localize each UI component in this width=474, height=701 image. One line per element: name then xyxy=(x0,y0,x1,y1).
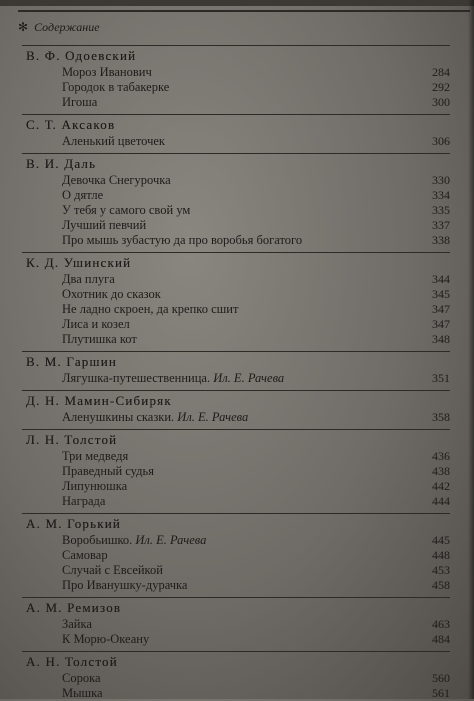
entry-page-number: 330 xyxy=(432,173,450,187)
toc-entry xyxy=(22,548,450,563)
entry-illustrator: Ил. Е. Рачева xyxy=(135,533,207,547)
entry-title: Мороз Иванович xyxy=(62,65,152,79)
toc-entry xyxy=(22,464,450,479)
entry-page-number: 292 xyxy=(432,80,450,94)
entry-title: Плутишка кот xyxy=(62,332,137,346)
page-shadow xyxy=(468,0,474,699)
toc-entry xyxy=(22,449,450,464)
header-rule xyxy=(18,10,470,12)
entry-page-number: 448 xyxy=(432,548,450,562)
toc-entry xyxy=(22,617,450,632)
toc-entry xyxy=(22,632,450,647)
entry-page-number: 334 xyxy=(432,188,450,202)
entry-page-number: 284 xyxy=(432,65,450,79)
toc-entry xyxy=(22,95,450,110)
entry-title: Случай с Евсейкой xyxy=(62,563,163,577)
entry-title: Сорока xyxy=(62,671,101,685)
entry-page-number: 453 xyxy=(432,563,450,577)
toc-entry xyxy=(22,272,450,287)
entry-title: Игоша xyxy=(62,95,98,109)
author-heading: К. Д. Ушинский xyxy=(22,252,450,272)
toc-entry xyxy=(22,188,450,203)
entry-page-number: 442 xyxy=(432,479,450,493)
entry-page-number: 351 xyxy=(432,371,450,385)
toc-entry xyxy=(22,218,450,233)
entry-title: Зайка xyxy=(62,617,92,631)
entry-page-number: 445 xyxy=(432,533,450,547)
entry-page-number: 348 xyxy=(432,332,450,346)
entry-title: О дятле xyxy=(62,188,104,202)
entry-page-number: 484 xyxy=(432,632,450,646)
entry-page-number: 300 xyxy=(432,95,450,109)
entry-page-number: 335 xyxy=(432,203,450,217)
page-top-edge xyxy=(0,0,474,6)
author-heading: В. М. Гаршин xyxy=(22,351,450,371)
entry-title: Про Иванушку-дурачка xyxy=(62,578,188,592)
toc-entry xyxy=(22,80,450,95)
entry-page-number: 345 xyxy=(432,287,450,301)
entry-page-number: 458 xyxy=(432,578,450,592)
ornament-icon: ✻ xyxy=(18,20,29,34)
entry-page-number: 463 xyxy=(432,617,450,631)
entry-title: Охотник до сказок xyxy=(62,287,161,301)
entry-page-number: 347 xyxy=(432,317,450,331)
entry-title: Лучший певчий xyxy=(62,218,147,232)
entry-illustrator: Ил. Е. Рачева xyxy=(177,410,249,424)
entry-title: Про мышь зубастую да про воробья богатого xyxy=(62,233,303,247)
toc-entry xyxy=(22,302,450,317)
author-heading: С. Т. Аксаков xyxy=(22,114,450,134)
entry-title: Городок в табакерке xyxy=(62,80,170,94)
author-heading: В. Ф. Одоевский xyxy=(22,45,450,65)
entry-page-number: 337 xyxy=(432,218,450,232)
entry-page-number: 561 xyxy=(432,686,450,700)
entry-title: Лиса и козел xyxy=(62,317,130,331)
entry-page-number: 306 xyxy=(432,134,450,148)
entry-illustrator: Ил. Е. Рачева xyxy=(213,371,285,385)
running-header-title: Содержание xyxy=(34,20,100,34)
running-header xyxy=(18,20,470,40)
entry-page-number: 436 xyxy=(432,449,450,463)
entry-page-number: 438 xyxy=(432,464,450,478)
toc-entry xyxy=(22,233,450,248)
toc-entry xyxy=(22,332,450,347)
author-heading: А. Н. Толстой xyxy=(22,651,450,671)
entry-title: У тебя у самого свой ум xyxy=(62,203,191,217)
entry-title: К Морю-Океану xyxy=(62,632,150,646)
entry-title: Праведный судья xyxy=(62,464,154,478)
toc-entry xyxy=(22,371,450,386)
toc-entry xyxy=(22,494,450,509)
entry-title: Аленький цветочек xyxy=(62,134,165,148)
author-heading: Д. Н. Мамин-Сибиряк xyxy=(22,390,450,410)
toc-entry xyxy=(22,203,450,218)
entry-page-number: 358 xyxy=(432,410,450,424)
toc-entry xyxy=(22,287,450,302)
entry-title: Аленушкины сказки. xyxy=(62,410,175,424)
author-heading: В. И. Даль xyxy=(22,153,450,173)
entry-title: Три медведя xyxy=(62,449,129,463)
toc-entry xyxy=(22,533,450,548)
table-of-contents xyxy=(22,40,450,701)
entry-title: Девочка Снегурочка xyxy=(62,173,171,187)
author-heading: А. М. Горький xyxy=(22,513,450,533)
toc-entry xyxy=(22,173,450,188)
toc-entry xyxy=(22,479,450,494)
entry-page-number: 338 xyxy=(432,233,450,247)
entry-page-number: 444 xyxy=(432,494,450,508)
toc-entry xyxy=(22,65,450,80)
entry-page-number: 344 xyxy=(432,272,450,286)
entry-page-number: 347 xyxy=(432,302,450,316)
toc-entry xyxy=(22,671,450,686)
entry-title: Липунюшка xyxy=(62,479,128,493)
entry-title: Награда xyxy=(62,494,106,508)
toc-entry xyxy=(22,410,450,425)
toc-entry xyxy=(22,578,450,593)
author-heading: Л. Н. Толстой xyxy=(22,429,450,449)
entry-title: Самовар xyxy=(62,548,108,562)
entry-title: Не ладно скроен, да крепко сшит xyxy=(62,302,239,316)
entry-title: Воробьишко. xyxy=(62,533,133,547)
toc-entry xyxy=(22,563,450,578)
entry-title: Два плуга xyxy=(62,272,115,286)
entry-title: Лягушка-путешественница. xyxy=(62,371,211,385)
toc-entry xyxy=(22,134,450,149)
entry-page-number: 560 xyxy=(432,671,450,685)
toc-entry xyxy=(22,317,450,332)
author-heading: А. М. Ремизов xyxy=(22,597,450,617)
entry-title: Мышка xyxy=(62,686,103,700)
